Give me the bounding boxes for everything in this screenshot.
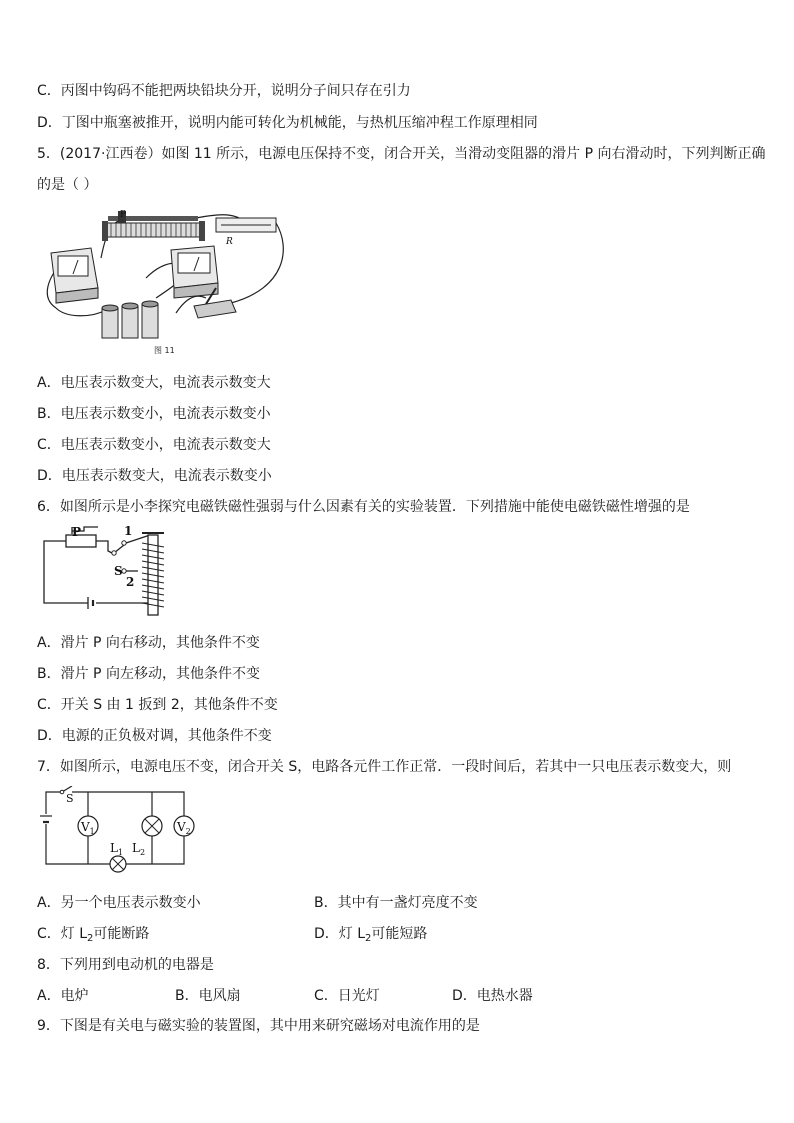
q6-label-p: P xyxy=(72,525,82,539)
q6-option-b: B．滑片 P 向左移动，其他条件不变 xyxy=(37,666,260,682)
q6-stem: 6．如图所示是小李探究电磁铁磁性强弱与什么因素有关的实验装置．下列措施中能使电磁铁磁性增强的是 xyxy=(37,499,690,515)
svg-text:L2 xyxy=(132,841,145,857)
q7-option-d-prefix: D．灯 L xyxy=(314,926,366,942)
q7-l2-sub: 2 xyxy=(139,848,146,857)
q6-label-2: 2 xyxy=(126,575,135,589)
q7-l2-label: L xyxy=(132,841,140,855)
q5-option-d: D．电压表示数变大，电流表示数变小 xyxy=(37,468,272,484)
q5-label-r: R xyxy=(226,237,233,247)
q7-stem: 7．如图所示，电源电压不变，闭合开关 S，电路各元件工作正常．一段时间后，若其中一只电压表示数变大，则 xyxy=(37,759,732,775)
ammeter xyxy=(171,246,218,298)
q5-figure-caption: 图 11 xyxy=(154,346,175,355)
q6-option-a: A．滑片 P 向右移动，其他条件不变 xyxy=(37,635,260,651)
q7-option-b: B．其中有一盏灯亮度不变 xyxy=(314,895,478,911)
q7-label-s: S xyxy=(66,792,74,805)
q6-option-d: D．电源的正负极对调，其他条件不变 xyxy=(37,728,272,744)
q6-label-s: S xyxy=(114,564,123,578)
q5-label-p: P xyxy=(120,210,127,220)
q7-option-d xyxy=(314,925,427,948)
q7-circuit-figure xyxy=(36,786,196,886)
q8-stem: 8．下列用到电动机的电器是 xyxy=(37,957,214,973)
q4-option-c: C．丙图中钩码不能把两块铅块分开，说明分子间只存在引力 xyxy=(37,83,411,99)
q8-option-d: D．电热水器 xyxy=(452,988,533,1004)
q5-stem-line2: 的是（ ） xyxy=(37,177,98,193)
q6-electromagnet-figure xyxy=(38,523,178,625)
q7-l1-sub: 1 xyxy=(117,848,124,857)
voltmeter xyxy=(51,248,98,303)
lamp-l1 xyxy=(110,856,126,872)
q7-option-c-prefix: C．灯 L xyxy=(37,926,88,942)
svg-text:L1 xyxy=(110,841,123,857)
q8-option-a: A．电炉 xyxy=(37,988,89,1004)
q9-stem: 9．下图是有关电与磁实验的装置图，其中用来研究磁场对电流作用的是 xyxy=(37,1018,480,1034)
lamp-l2 xyxy=(142,816,162,836)
q7-option-a: A．另一个电压表示数变小 xyxy=(37,895,201,911)
q5-option-a: A．电压表示数变大，电流表示数变大 xyxy=(37,375,271,391)
q7-option-c-sub: 2 xyxy=(87,933,94,944)
q5-stem-line1: 5．(2017·江西卷）如图 11 所示，电源电压保持不变，闭合开关，当滑动变阻器的滑片 P 向右滑动时，下列判断正确 xyxy=(37,146,766,162)
resistor-r xyxy=(216,218,276,232)
q7-option-d-suffix: 可能短路 xyxy=(371,926,428,942)
q7-v1-sub: 1 xyxy=(89,827,95,836)
q8-option-c: C．日光灯 xyxy=(314,988,380,1004)
rheostat xyxy=(102,211,205,241)
q7-option-c-suffix: 可能断路 xyxy=(93,926,150,942)
q8-option-b: B．电风扇 xyxy=(175,988,241,1004)
q6-label-1: 1 xyxy=(124,524,133,538)
q5-option-c: C．电压表示数变小，电流表示数变大 xyxy=(37,437,271,453)
q7-v1-label: V xyxy=(81,820,90,834)
q7-option-d-sub: 2 xyxy=(365,933,372,944)
q4-option-d: D．丁图中瓶塞被推开，说明内能可转化为机械能，与热机压缩冲程工作原理相同 xyxy=(37,115,538,131)
q5-option-b: B．电压表示数变小，电流表示数变小 xyxy=(37,406,271,422)
battery-cells xyxy=(102,301,158,338)
q7-v2-label: V xyxy=(177,820,186,834)
q7-l1-label: L xyxy=(110,841,118,855)
q5-circuit-figure xyxy=(36,208,296,358)
q6-option-c: C．开关 S 由 1 扳到 2，其他条件不变 xyxy=(37,697,278,713)
q7-option-c xyxy=(37,925,149,948)
q7-v2-sub: 2 xyxy=(185,827,191,836)
